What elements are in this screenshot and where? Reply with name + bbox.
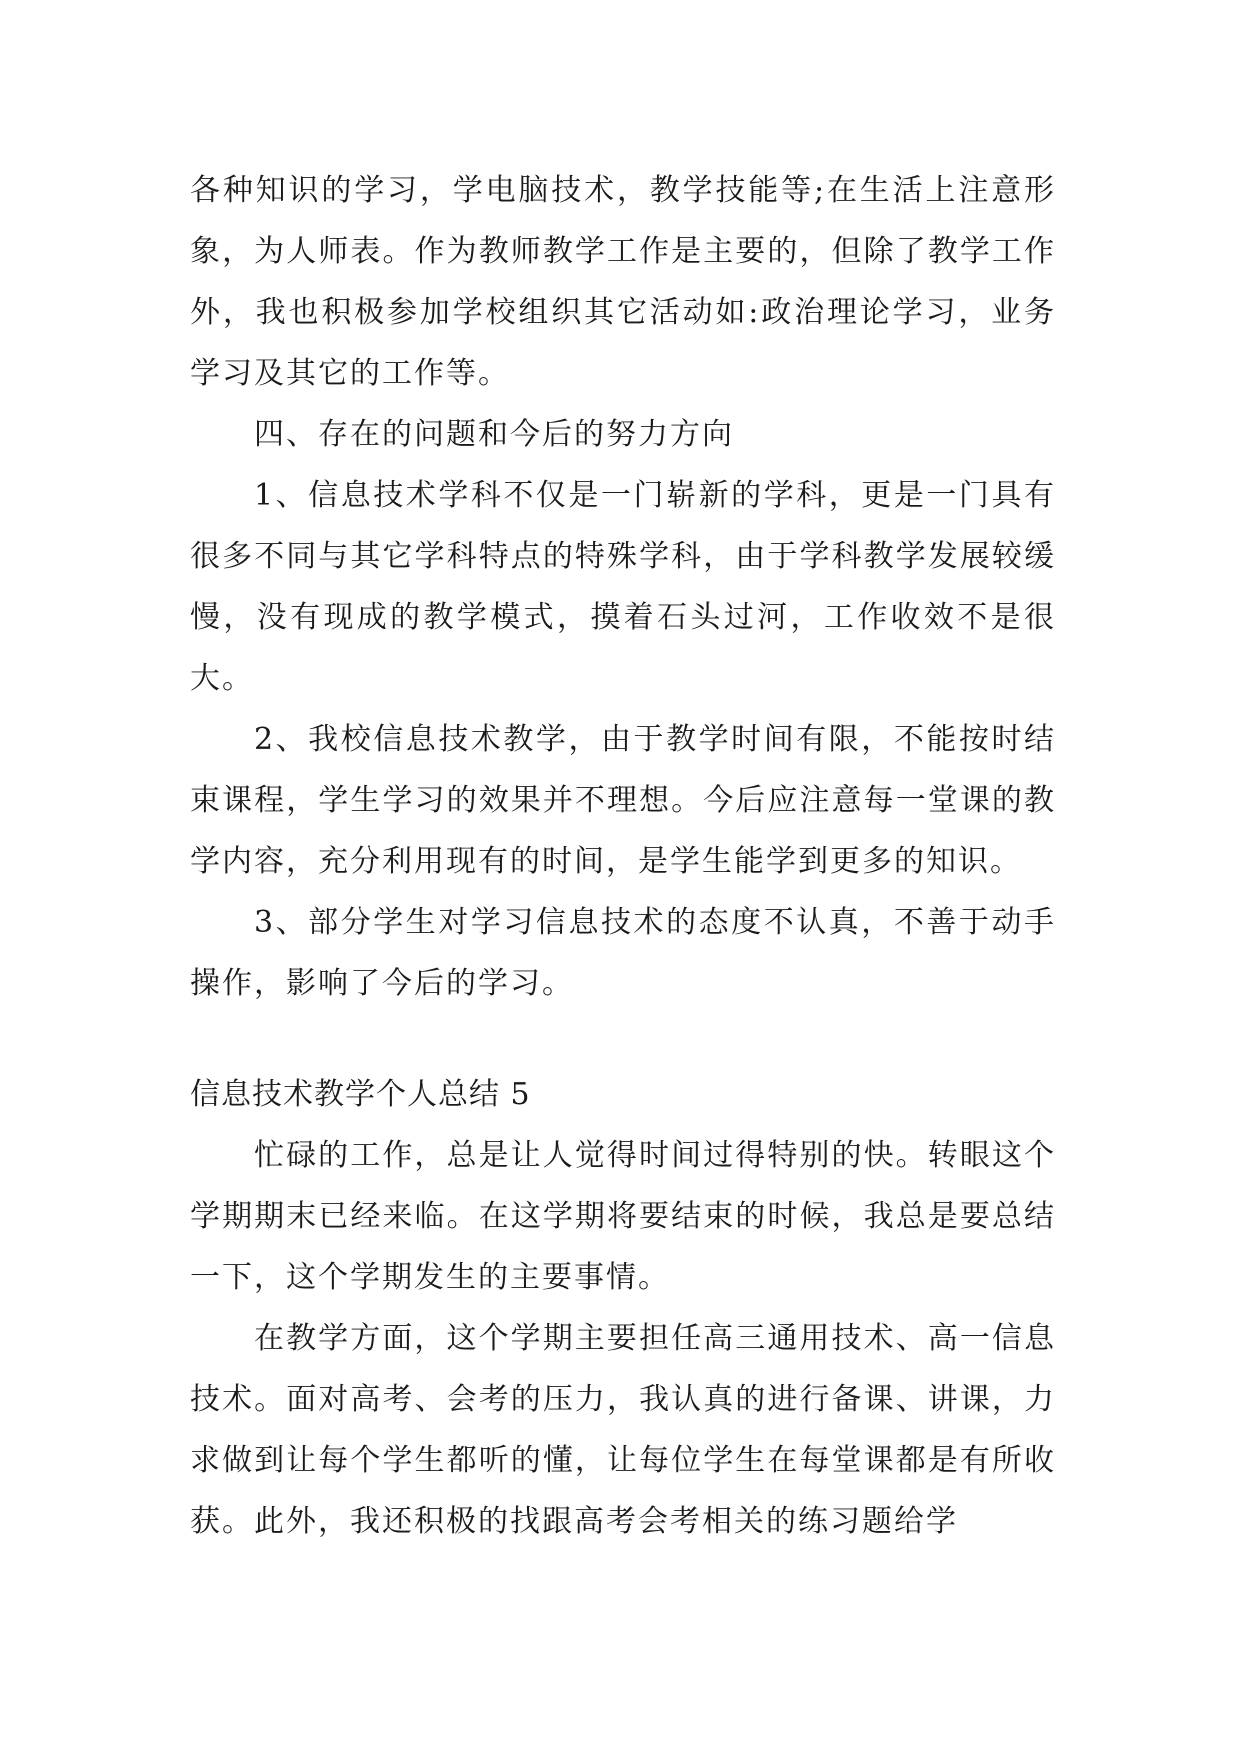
paragraph-intro: 忙碌的工作，总是让人觉得时间过得特别的快。转眼这个学期期末已经来临。在这学期将要结束的时候，我总是要总结一下，这个学期发生的主要事情。 [190, 1138, 1056, 1295]
paragraph-teaching: 在教学方面，这个学期主要担任高三通用技术、高一信息技术。面对高考、会考的压力，我认真的进行备课、讲课，力求做到让每个学生都听的懂，让每位学生在每堂课都是有所收获。此外，我还积极的找跟高考会考相关的练习题给学 [190, 1321, 1056, 1539]
paragraph-problem-1: 1、信息技术学科不仅是一门崭新的学科，更是一门具有很多不同与其它学科特点的特殊学科，由于学科教学发展较缓慢，没有现成的教学模式，摸着石头过河，工作收效不是很大。 [190, 478, 1056, 696]
paragraph-problem-2: 2、我校信息技术教学，由于教学时间有限，不能按时结束课程，学生学习的效果并不理想。今后应注意每一堂课的教学内容，充分利用现有的时间，是学生能学到更多的知识。 [190, 722, 1056, 879]
document-body [190, 160, 1056, 1552]
section-heading-problems: 四、存在的问题和今后的努力方向 [254, 417, 734, 452]
paragraph-problem-3: 3、部分学生对学习信息技术的态度不认真，不善于动手操作，影响了今后的学习。 [190, 905, 1056, 1001]
section-title: 信息技术教学个人总结 5 [190, 1077, 531, 1112]
paragraph-continuation: 各种知识的学习，学电脑技术，教学技能等;在生活上注意形象，为人师表。作为教师教学工作是主要的，但除了教学工作外，我也积极参加学校组织其它活动如:政治理论学习，业务学习及其它的工作等。 [190, 173, 1056, 391]
